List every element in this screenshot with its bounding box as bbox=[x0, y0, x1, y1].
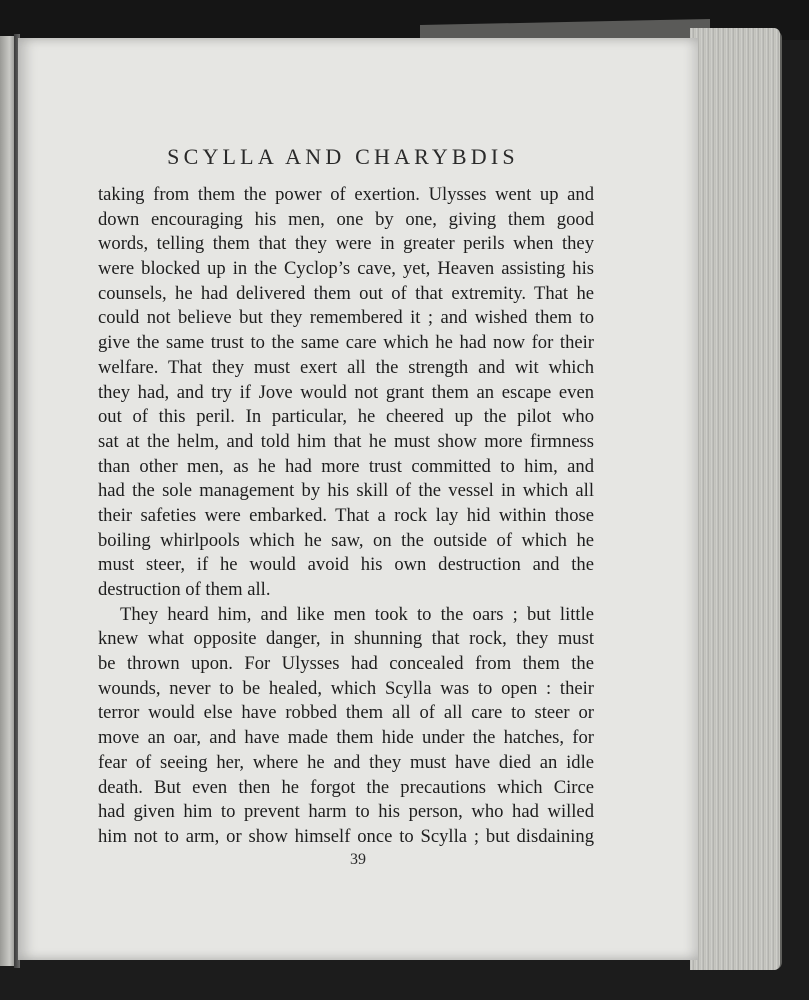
text-line: give the same trust to the same care which he had now for their bbox=[98, 332, 594, 354]
text-line: taking from them the power of exertion. Ulysses went up and bbox=[98, 184, 594, 205]
text-line: sat at the helm, and told him that he must show more firmness bbox=[98, 430, 594, 452]
text-line: counsels, he had delivered them out of that extremity. That he bbox=[98, 282, 594, 304]
text-line: out of this peril. In particular, he cheered up the pilot who bbox=[98, 406, 594, 428]
text-line: be thrown upon. For Ulysses had concealed from them the bbox=[98, 653, 594, 675]
body-text bbox=[98, 183, 594, 850]
text-line: destruction of them all. bbox=[98, 579, 271, 600]
text-line: They heard him, and like men took to the oars ; but little bbox=[120, 603, 594, 625]
text-line: terror would else have robbed them all of all care to steer or bbox=[98, 702, 594, 724]
text-line: were blocked up in the Cyclop’s cave, yet, Heaven assisting his bbox=[98, 258, 594, 280]
text-line: had the sole management by his skill of the vessel in which all bbox=[98, 480, 594, 502]
text-line: they had, and try if Jove would not grant them an escape even bbox=[98, 381, 594, 403]
text-line: must steer, if he would avoid his own destruction and the bbox=[98, 554, 594, 576]
text-line: words, telling them that they were in greater perils when they bbox=[98, 233, 594, 255]
text-line: than other men, as he had more trust committed to him, and bbox=[98, 455, 594, 477]
text-line: their safeties were embarked. That a rock lay hid within those bbox=[98, 504, 594, 526]
text-line: could not believe but they remembered it ; and wished them to bbox=[98, 307, 594, 329]
text-line: him not to arm, or show himself once to Scylla ; but disdaining bbox=[98, 825, 594, 847]
running-head: SCYLLA AND CHARYBDIS bbox=[167, 144, 519, 169]
paragraph bbox=[98, 183, 594, 603]
text-line: down encouraging his men, one by one, giving them good bbox=[98, 208, 594, 230]
paragraph bbox=[98, 603, 594, 850]
text-line: knew what opposite danger, in shunning that rock, they must bbox=[98, 628, 594, 650]
text-line: fear of seeing her, where he and they must have died an idle bbox=[98, 751, 594, 773]
text-line: wounds, never to be healed, which Scylla was to open : their bbox=[98, 677, 594, 699]
text-line: boiling whirlpools which he saw, on the outside of which he bbox=[98, 529, 594, 551]
page-edges-stack bbox=[690, 28, 780, 970]
text-line: death. But even then he forgot the precautions which Circe bbox=[98, 776, 594, 798]
text-line: move an oar, and have made them hide under the hatches, for bbox=[98, 727, 594, 749]
text-line: welfare. That they must exert all the strength and wit which bbox=[98, 356, 594, 378]
book-page bbox=[18, 38, 698, 960]
text-line: had given him to prevent harm to his person, who had willed bbox=[98, 801, 594, 823]
page-number: 39 bbox=[350, 851, 366, 868]
